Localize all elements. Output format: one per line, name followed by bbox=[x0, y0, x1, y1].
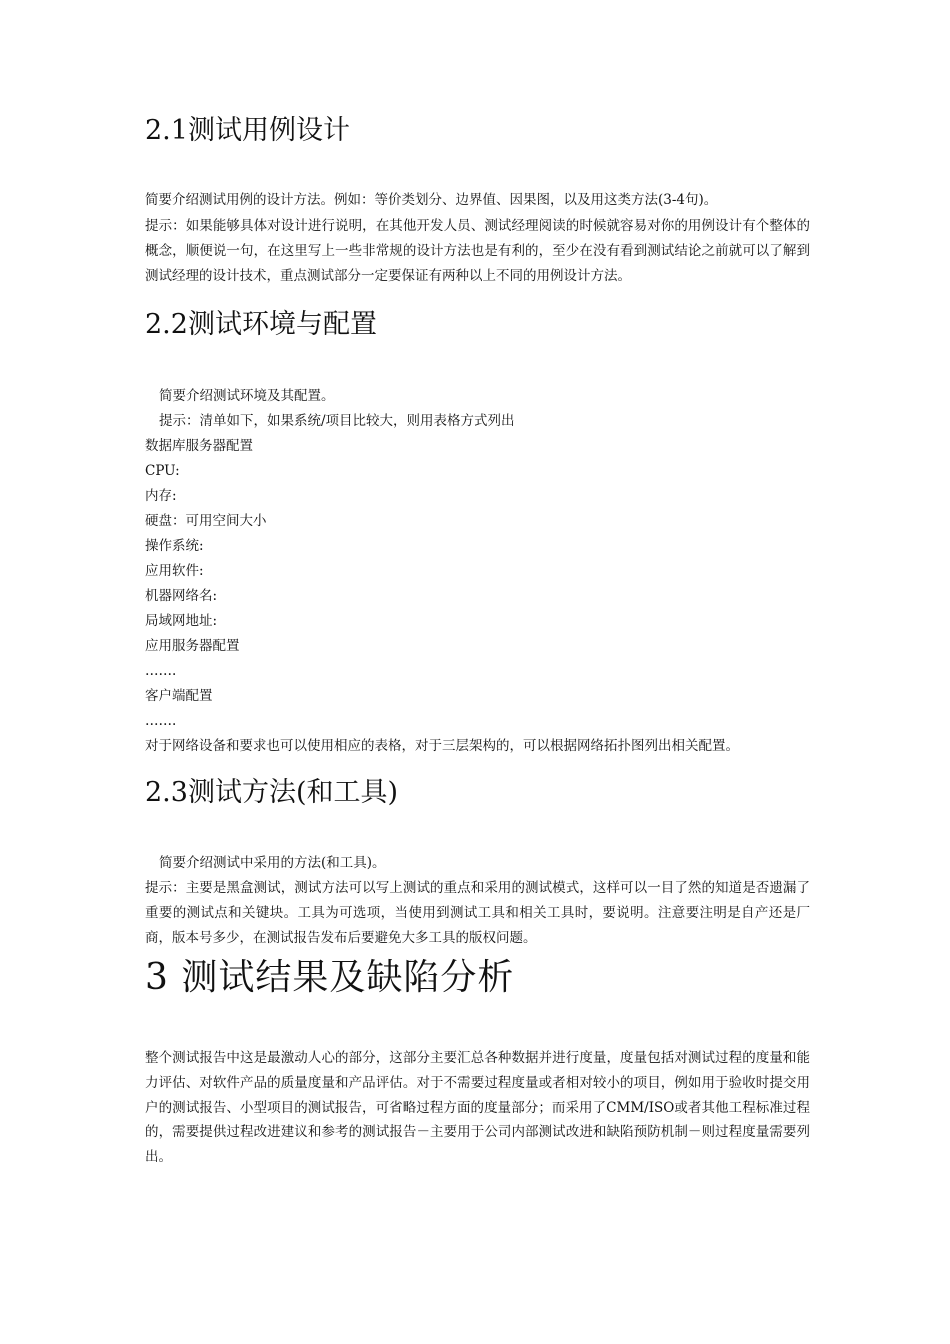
heading-2-3: 2.3测试方法(和工具) bbox=[145, 777, 399, 808]
paragraph-2-3-hint: 提示：主要是黑盒测试，测试方法可以写上测试的重点和采用的测试模式，这样可以一目了然的知道是否遗漏了重要的测试点和关键块。工具为可选项，当使用到测试工具和相关工具时，要说明。注意要注明是自产还是厂商，版本号多少，在测试报告发布后要避免大多工具的版权问题。 bbox=[145, 880, 810, 946]
paragraph-2-2-hint: 提示：清单如下，如果系统/项目比较大，则用表格方式列出 bbox=[159, 413, 515, 429]
config-line: ……. bbox=[145, 713, 177, 729]
config-line: 数据库服务器配置 bbox=[145, 438, 253, 454]
config-line: 内存: bbox=[145, 488, 177, 504]
config-line: ……. bbox=[145, 663, 177, 679]
config-line: 应用服务器配置 bbox=[145, 638, 240, 654]
heading-2-1: 2.1测试用例设计 bbox=[145, 115, 350, 146]
config-line: 客户端配置 bbox=[145, 688, 213, 704]
config-line: CPU: bbox=[145, 463, 180, 479]
paragraph-2-3-intro: 简要介绍测试中采用的方法(和工具)。 bbox=[159, 855, 386, 871]
paragraph-2-1-intro: 简要介绍测试用例的设计方法。例如：等价类划分、边界值、因果图，以及用这类方法(3-4句)。 bbox=[145, 192, 718, 208]
config-line: 操作系统: bbox=[145, 538, 204, 554]
config-line: 硬盘：可用空间大小 bbox=[145, 513, 267, 529]
config-line: 机器网络名: bbox=[145, 588, 218, 604]
paragraph-3: 整个测试报告中这是最激动人心的部分，这部分主要汇总各种数据并进行度量，度量包括对测试过程的度量和能力评估、对软件产品的质量度量和产品评估。对于不需要过程度量或者相对较小的项目，例如用于验收时提交用户的测试报告、小型项目的测试报告，可省略过程方面的度量部分；而采用了CMM/ISO或者其他工程标准过程的，需要提供过程改进建议和参考的测试报告－主要用于公司内部测试改进和缺陷预防机制－则过程度量需要列出。 bbox=[145, 1050, 810, 1166]
heading-3: 3 测试结果及缺陷分析 bbox=[145, 957, 515, 998]
paragraph-2-2-closing: 对于网络设备和要求也可以使用相应的表格，对于三层架构的，可以根据网络拓扑图列出相关配置。 bbox=[145, 738, 739, 754]
paragraph-2-2-intro: 简要介绍测试环境及其配置。 bbox=[159, 388, 335, 404]
config-line: 局域网地址: bbox=[145, 613, 218, 629]
paragraph-2-1-hint: 提示：如果能够具体对设计进行说明，在其他开发人员、测试经理阅读的时候就容易对你的用例设计有个整体的概念，顺便说一句，在这里写上一些非常规的设计方法也是有利的，至少在没有看到测试结论之前就可以了解到测试经理的设计技术，重点测试部分一定要保证有两种以上不同的用例设计方法。 bbox=[145, 218, 810, 284]
config-line: 应用软件: bbox=[145, 563, 204, 579]
heading-2-2: 2.2测试环境与配置 bbox=[145, 309, 377, 340]
